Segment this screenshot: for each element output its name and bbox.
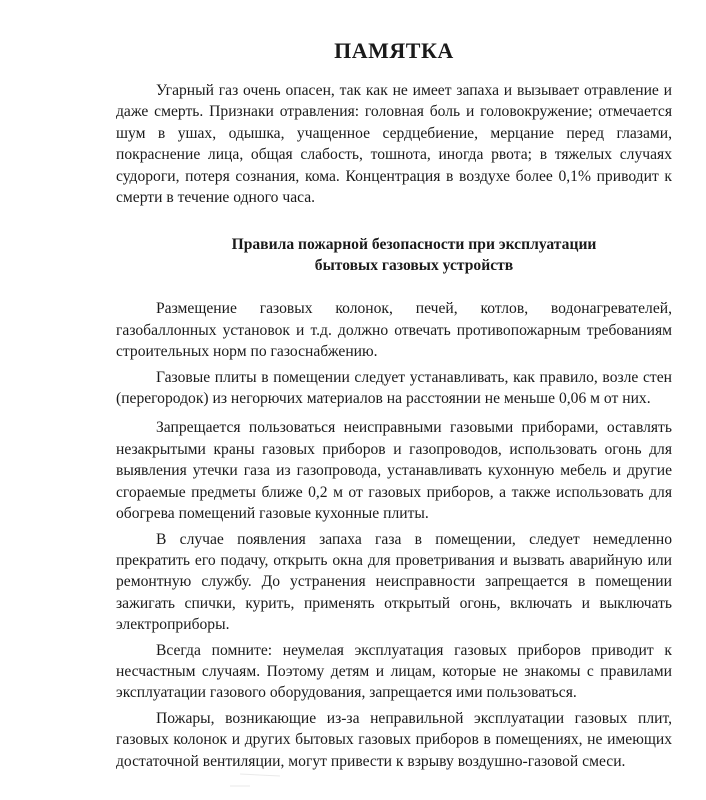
rule-paragraph-stoves: Газовые плиты в помещении следует устанавливать, как правило, возле стен (перегородок) из негорючих материалов на расстоянии не меньше 0,06 м от них. — [116, 368, 672, 408]
scan-noise-mark — [230, 750, 350, 790]
rule-paragraph-prohibitions: Запрещается пользоваться неисправными газовыми приборами, оставлять незакрытыми краны газовых приборов и газопроводов, использовать огонь для выявления утечки газа из газопровода, устанавливать кухонную мебель и другие сгораемые предметы ближе 0,2 м от газовых приборов, а также использовать для обогрева помещений газовые кухонные плиты. — [116, 419, 672, 523]
rules-section — [116, 298, 672, 772]
rule-paragraph-gas-smell: В случае появления запаха газа в помещении, следует немедленно прекратить его подачу, открыть окна для проветривания и вызвать аварийную или ремонтную службу. До устранения неисправности запрещается в помещении зажигать спички, курить, применять открытый огонь, включать и выключать электроприборы. — [116, 530, 672, 634]
intro-paragraph: Угарный газ очень опасен, так как не имеет запаха и вызывает отравление и даже смерть. Признаки отравления: головная боль и головокружение; отмечается шум в ушах, одышка, учащенное сердцебиение, мерцание перед глазами, покраснение лица, общая слабость, тошнота, иногда рвота; в тяжелых случаях судороги, потеря сознания, кома. Концентрация в воздухе более 0,1% приводит к смерти в течение одного часа. — [116, 82, 672, 207]
section-subtitle — [116, 234, 672, 276]
rule-paragraph-placement: Размещение газовых колонок, печей, котлов, водонагревателей, газобаллонных установок и т.д. должно отвечать противопожарным требованиям строительных норм по газоснабжению. — [116, 300, 672, 361]
document-title: ПАМЯТКА — [334, 38, 454, 63]
rule-paragraph-fires: Пожары, возникающие из-за неправильной эксплуатации газовых плит, газовых колонок и других бытовых газовых приборов в помещениях, не имеющих достаточной вентиляции, могут привести к взрыву воздушно-газовой смеси. — [116, 709, 672, 770]
subtitle-line-2: бытовых газовых устройств — [314, 257, 514, 275]
rule-paragraph-remember: Всегда помните: неумелая эксплуатация газовых приборов приводит к несчастным случаям. Поэтому детям и лицам, которые не знакомы с правилами эксплуатации газового оборудования, запрещается ими пользоваться. — [116, 641, 672, 702]
subtitle-line-1: Правила пожарной безопасности при эксплуатации — [231, 236, 597, 254]
